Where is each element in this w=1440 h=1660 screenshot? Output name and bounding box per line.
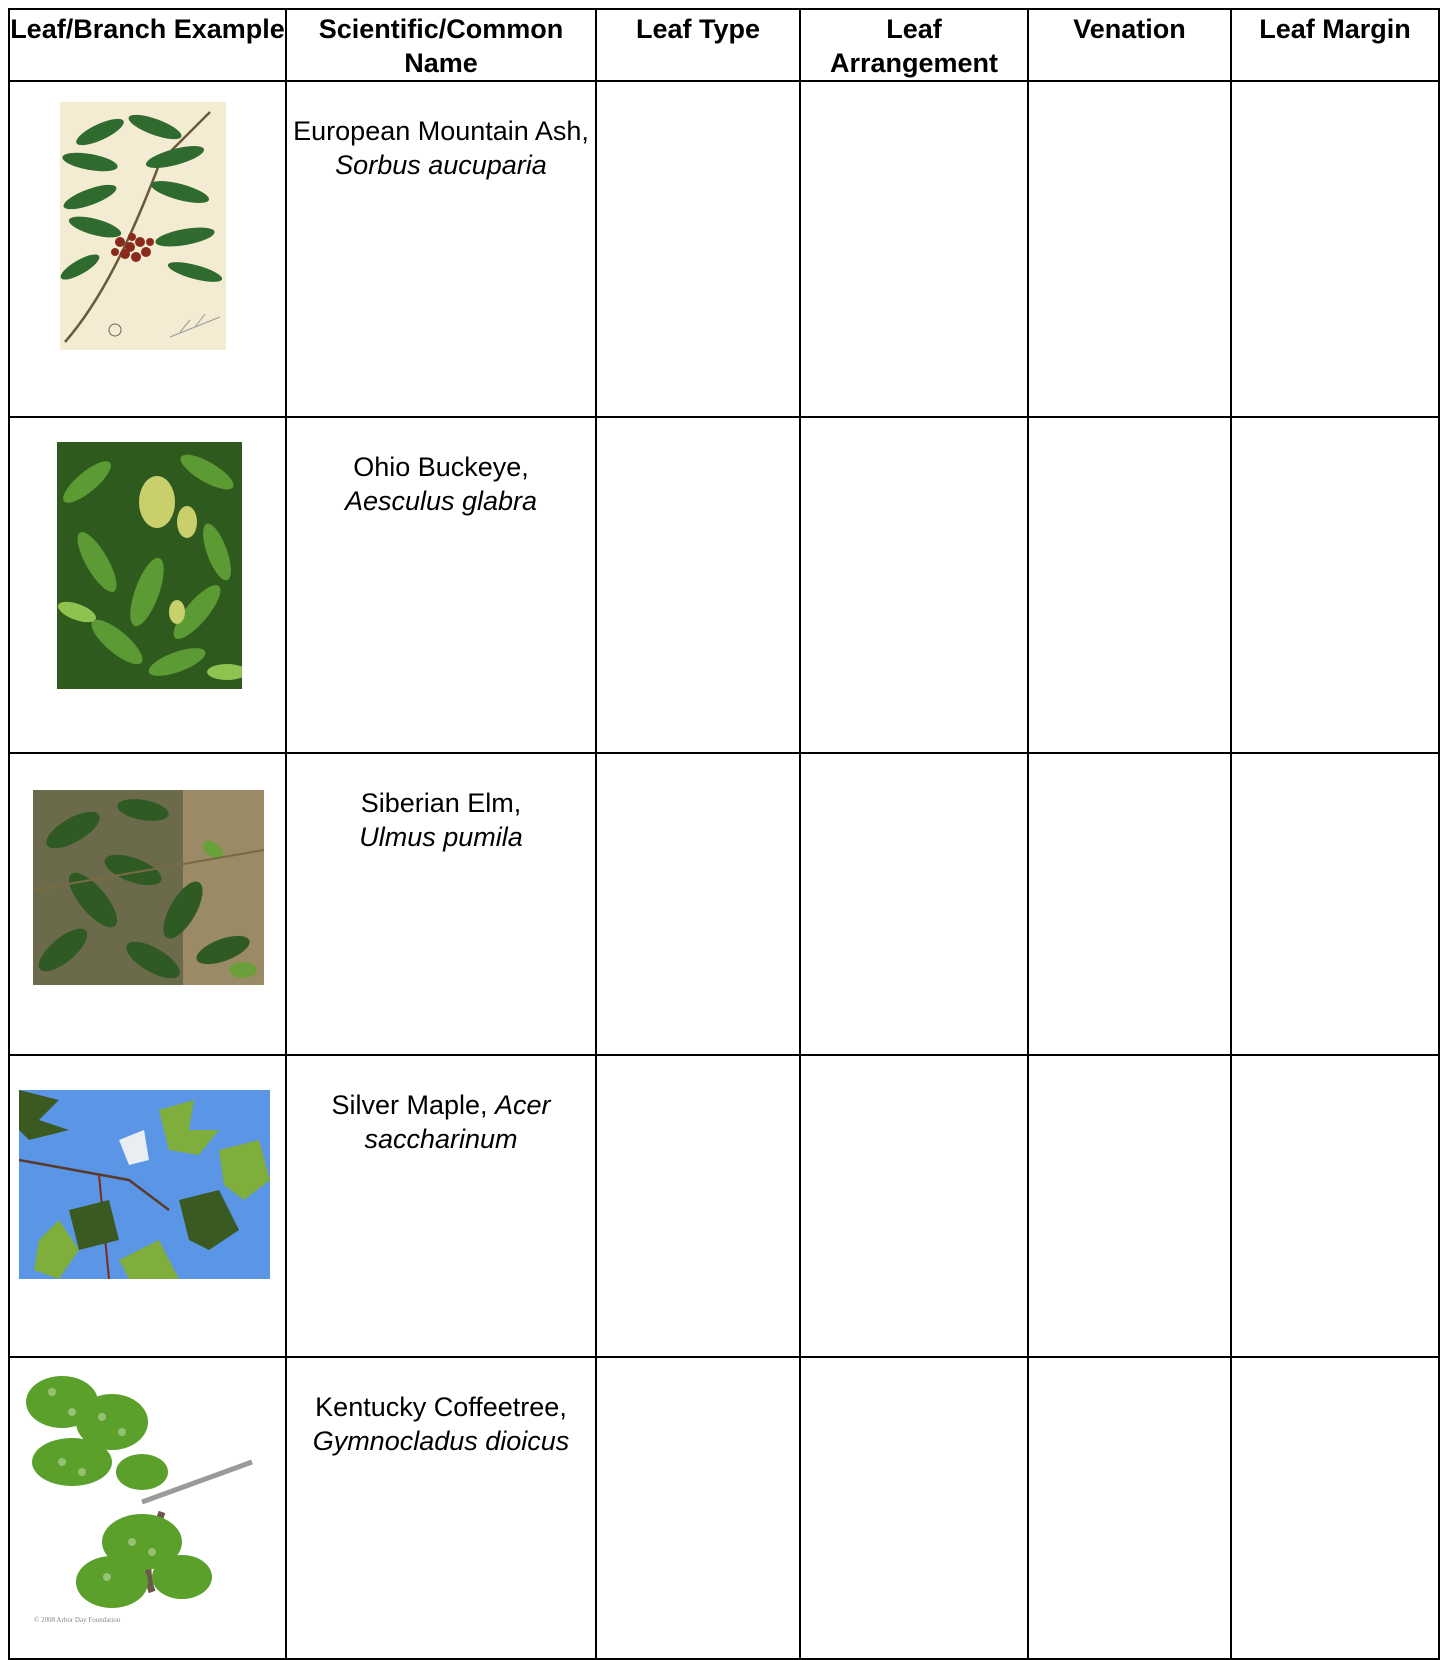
species-name-cell [286,753,596,1055]
kentucky-coffeetree-illustration [12,1362,272,1624]
leaf-example-cell [9,1357,286,1659]
venation-cell[interactable] [1028,1055,1231,1357]
header-leaf-margin: Leaf Margin [1231,9,1439,81]
scientific-name: Ulmus pumila [359,822,523,852]
leaf-type-cell[interactable] [596,753,800,1055]
leaf-margin-cell[interactable] [1231,81,1439,417]
leaf-arrangement-cell[interactable] [800,81,1028,417]
table-row [9,753,1439,1055]
leaf-margin-cell[interactable] [1231,753,1439,1055]
table-row [9,1357,1439,1659]
header-leaf-type: Leaf Type [596,9,800,81]
siberian-elm-photo [33,790,264,985]
common-name: Silver Maple, [331,1090,488,1120]
leaf-identification-table [8,8,1440,1660]
scientific-name: Acer saccharinum [364,1090,551,1154]
leaf-example-cell [9,417,286,753]
common-name: Ohio Buckeye, [353,452,529,482]
table-row [9,417,1439,753]
common-name: European Mountain Ash, [293,116,589,146]
leaf-arrangement-cell[interactable] [800,1055,1028,1357]
leaf-example-cell [9,1055,286,1357]
leaf-type-cell[interactable] [596,1357,800,1659]
leaf-type-cell[interactable] [596,417,800,753]
venation-cell[interactable] [1028,417,1231,753]
leaf-margin-cell[interactable] [1231,417,1439,753]
leaf-arrangement-cell[interactable] [800,753,1028,1055]
header-scientific-common-name: Scientific/Common Name [286,9,596,81]
leaf-arrangement-cell[interactable] [800,1357,1028,1659]
silver-maple-photo [19,1090,270,1279]
scientific-name: Sorbus aucuparia [335,150,547,180]
leaf-example-cell [9,753,286,1055]
table-row [9,1055,1439,1357]
venation-cell[interactable] [1028,753,1231,1055]
mountain-ash-illustration [60,102,226,350]
image-credit: © 2008 Arbor Day Foundation [34,1616,121,1624]
common-name: Siberian Elm, [360,788,522,818]
venation-cell[interactable] [1028,1357,1231,1659]
ohio-buckeye-photo [57,442,242,689]
leaf-example-cell [9,81,286,417]
scientific-name: Gymnocladus dioicus [312,1426,570,1456]
table-row [9,81,1439,417]
header-row [9,9,1439,81]
leaf-type-cell[interactable] [596,81,800,417]
venation-cell[interactable] [1028,81,1231,417]
species-name-cell [286,1055,596,1357]
leaf-type-cell[interactable] [596,1055,800,1357]
species-name-cell [286,417,596,753]
common-name: Kentucky Coffeetree, [315,1392,567,1422]
species-name-cell [286,1357,596,1659]
species-name-cell [286,81,596,417]
scientific-name: Aesculus glabra [344,486,538,516]
leaf-margin-cell[interactable] [1231,1055,1439,1357]
header-leaf-branch-example: Leaf/Branch Example [9,9,286,81]
header-leaf-arrangement: Leaf Arrangement [800,9,1028,81]
header-venation: Venation [1028,9,1231,81]
leaf-arrangement-cell[interactable] [800,417,1028,753]
leaf-margin-cell[interactable] [1231,1357,1439,1659]
